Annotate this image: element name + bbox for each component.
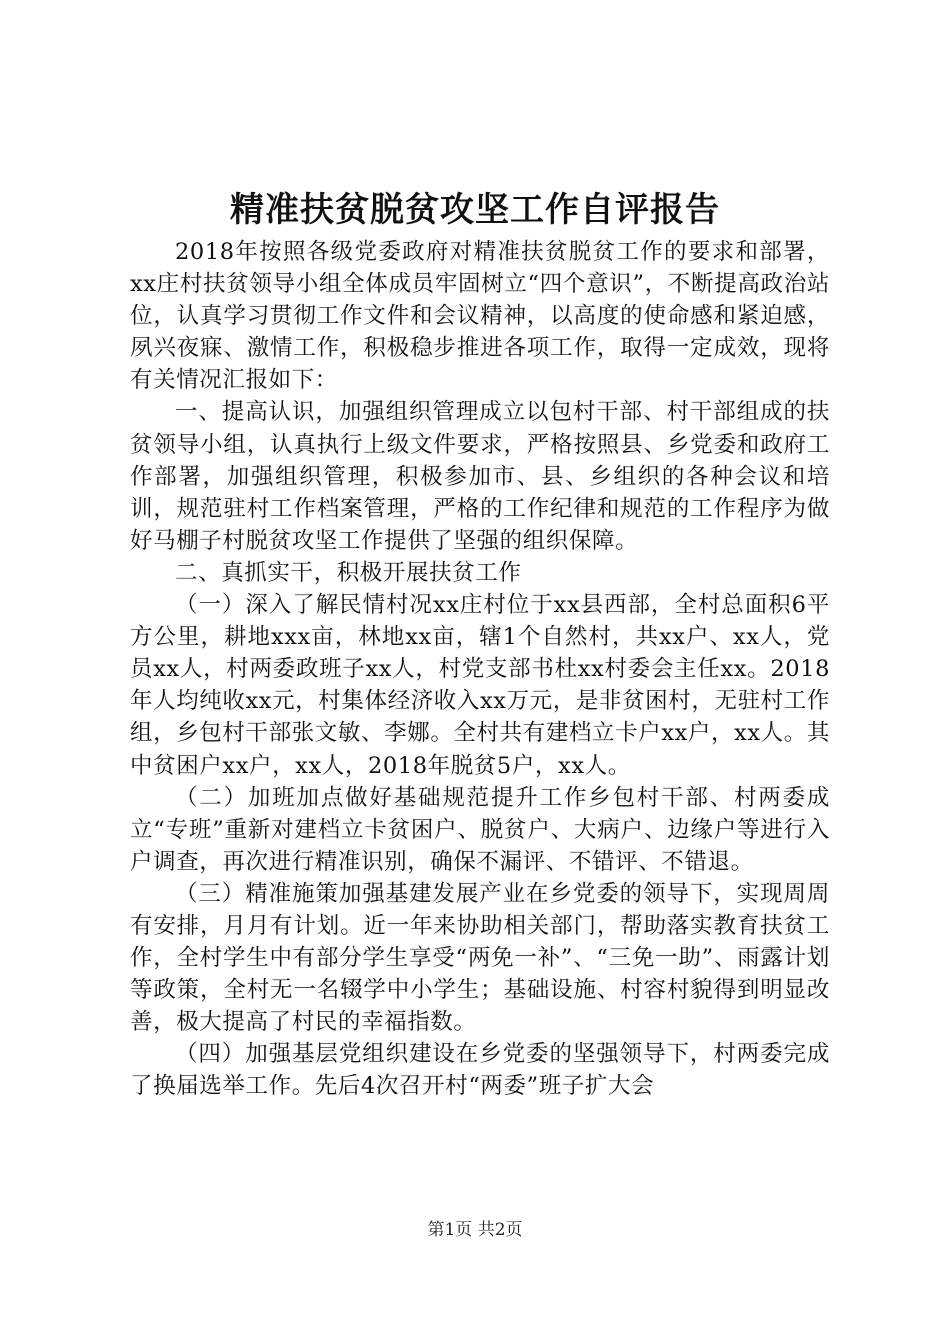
section-1-paragraph: 一、提高认识，加强组织管理成立以包村干部、村干部组成的扶贫领导小组，认真执行上级文件要求，严格按照县、乡党委和政府工作部署，加强组织管理，积极参加市、县、乡组织的各种会议和培训，规范驻村工作档案管理，严格的工作纪律和规范的工作程序为做好马棚子村脱贫攻坚工作提供了坚强的组织保障。: [130, 399, 830, 554]
subsection-2-paragraph: （二）加班加点做好基础规范提升工作乡包村干部、村两委成立“专班”重新对建档立卡贫困户、脱贫户、大病户、边缘户等进行入户调查，再次进行精准识别，确保不漏评、不错评、不错退。: [130, 784, 830, 875]
document-body: [130, 236, 830, 1103]
document-title: 精准扶贫脱贫攻坚工作自评报告: [230, 190, 720, 230]
intro-paragraph: 2018年按照各级党委政府对精准扶贫脱贫工作的要求和部署，xx庄村扶贫领导小组全体成员牢固树立“四个意识”，不断提高政治站位，认真学习贯彻工作文件和会议精神，以高度的使命感和紧迫感，夙兴夜寐、激情工作，积极稳步推进各项工作，取得一定成效，现将有关情况汇报如下：: [130, 239, 830, 394]
subsection-3-paragraph: （三）精准施策加强基建发展产业在乡党委的领导下，实现周周有安排，月月有计划。近一年来协助相关部门，帮助落实教育扶贫工作，全村学生中有部分学生享受“两免一补”、“三免一助”、雨露计划等政策，全村无一名辍学中小学生；基础设施、村容村貌得到明显改善，极大提高了村民的幸福指数。: [130, 880, 830, 1036]
subsection-4-paragraph: （四）加强基层党组织建设在乡党委的坚强领导下，村两委完成了换届选举工作。先后4次召开村“两委”班子扩大会: [130, 1041, 830, 1100]
subsection-1-paragraph: （一）深入了解民情村况xx庄村位于xx县西部，全村总面积6平方公里，耕地xxx亩，林地xx亩，辖1个自然村，共xx户、xx人，党员xx人，村两委政班子xx人，村党支部书杜xx村委会主任xx。2018年人均纯收xx元，村集体经济收入xx万元，是非贫困村，无驻村工作组，乡包村干部张文敏、李娜。全村共有建档立卡户xx户，xx人。其中贫困户xx户，xx人，2018年脱贫5户，xx人。: [130, 592, 830, 779]
section-2-heading: 二、真抓实干，积极开展扶贫工作: [175, 559, 522, 586]
page-number-footer: 第1页 共2页: [427, 1220, 523, 1240]
